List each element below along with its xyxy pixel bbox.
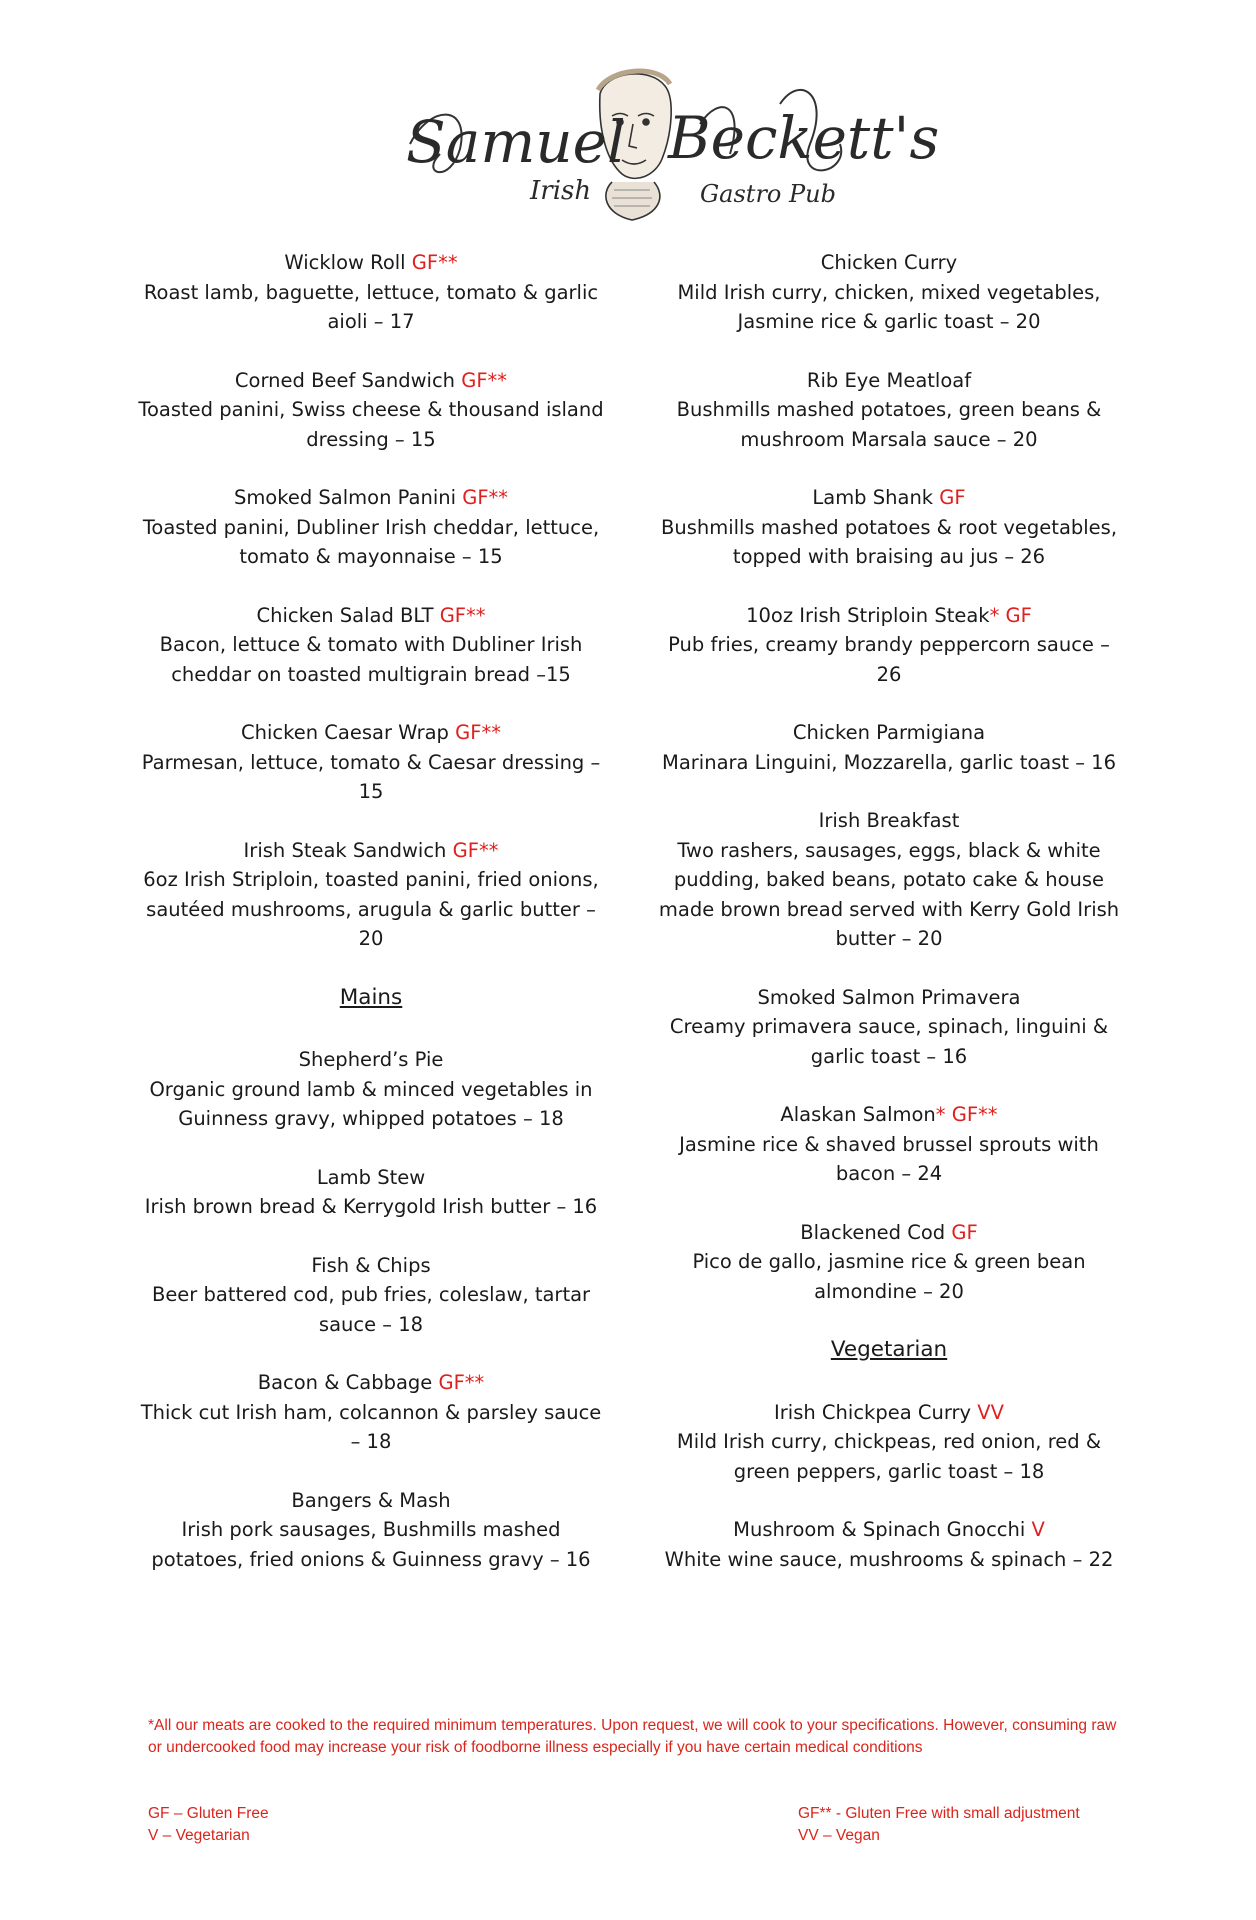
item-name: Alaskan Salmon* GF**: [780, 1103, 998, 1126]
menu-item: [654, 718, 1124, 777]
dietary-tag: GF: [951, 1220, 978, 1244]
item-name: Smoked Salmon Panini GF**: [233, 486, 509, 509]
item-name: Smoked Salmon Primavera: [757, 985, 1021, 1009]
menu-item: [654, 983, 1124, 1072]
vegetarian-list: [654, 1398, 1124, 1575]
legend-entry: GF** - Gluten Free with small adjustment: [798, 1805, 1080, 1822]
item-description: Beer battered cod, pub fries, coleslaw, tartar sauce – 18: [151, 1283, 591, 1336]
menu-item: [654, 601, 1124, 690]
menu-item: [654, 483, 1124, 572]
dietary-tag: GF**: [452, 838, 499, 862]
item-name: Rib Eye Meatloaf: [806, 368, 972, 392]
dietary-tag: VV: [977, 1400, 1004, 1424]
item-name: Shepherd’s Pie: [298, 1048, 444, 1071]
item-name: Chicken Curry: [820, 251, 958, 274]
section-heading-mains: Mains: [339, 984, 403, 1010]
item-name: Lamb Stew: [316, 1165, 426, 1189]
menu-item: [136, 366, 606, 455]
dietary-tag: GF**: [455, 721, 501, 744]
legend-right: [798, 1803, 1080, 1846]
item-description: Toasted panini, Dubliner Irish cheddar, lettuce, tomato & mayonnaise – 15: [142, 515, 600, 568]
menu-item: [654, 1515, 1124, 1574]
item-name: 10oz Irish Striploin Steak* GF: [746, 603, 1032, 627]
item-name: Irish Breakfast: [818, 809, 960, 832]
menu-item: [654, 366, 1124, 455]
dietary-tag: GF**: [439, 603, 486, 627]
menu-left-column: [136, 248, 606, 1603]
item-description: Jasmine rice & shaved brussel sprouts with bacon – 24: [679, 1132, 1099, 1185]
menu-item: [136, 248, 606, 337]
item-name: Irish Steak Sandwich GF**: [243, 838, 499, 862]
logo-name-first: Samuel: [406, 108, 626, 176]
menu-item: [136, 1251, 606, 1340]
menu-item: [654, 1100, 1124, 1189]
logo-name-last: Beckett's: [668, 104, 940, 172]
item-description: 6oz Irish Striploin, toasted panini, fried onions, sautéed mushrooms, arugula & garlic butter – 20: [143, 868, 599, 950]
item-description: Organic ground lamb & minced vegetables in Guinness gravy, whipped potatoes – 18: [149, 1077, 593, 1130]
item-description: Bacon, lettuce & tomato with Dubliner Irish cheddar on toasted multigrain bread –15: [159, 633, 583, 686]
legend-left: [148, 1803, 269, 1846]
menu-right-column: [654, 248, 1124, 1603]
dietary-tag: GF**: [411, 251, 458, 274]
logo-subtitle-right: Gastro Pub: [700, 180, 836, 208]
legend-entry: V – Vegetarian: [148, 1826, 250, 1844]
dietary-tag: GF**: [438, 1371, 485, 1394]
menu-item: [136, 836, 606, 954]
item-description: Creamy primavera sauce, spinach, linguini & garlic toast – 16: [669, 1015, 1109, 1068]
item-description: Marinara Linguini, Mozzarella, garlic toast – 16: [662, 750, 1116, 774]
menu-item: [654, 806, 1124, 954]
item-description: Parmesan, lettuce, tomato & Caesar dressing – 15: [141, 750, 601, 803]
pub-logo: [400, 64, 940, 234]
menu-item: [654, 1398, 1124, 1487]
item-description: Bushmills mashed potatoes, green beans & mushroom Marsala sauce – 20: [676, 398, 1102, 451]
mains-list: [136, 1045, 606, 1574]
food-safety-disclaimer: *All our meats are cooked to the required minimum temperatures. Upon request, we will cook to your specifications. However, consuming raw or undercooked food may increase your risk of foodborne illness especially if you have certain medical conditions: [148, 1717, 1117, 1756]
section-heading-vegetarian: Vegetarian: [830, 1337, 948, 1362]
item-name: Mushroom & Spinach Gnocchi V: [733, 1518, 1045, 1541]
menu-item: [136, 718, 606, 807]
item-description: Irish brown bread & Kerrygold Irish butter – 16: [144, 1195, 598, 1218]
sandwich-list: [136, 248, 606, 954]
legend-entry: VV – Vegan: [798, 1826, 880, 1844]
item-name: Chicken Salad BLT GF**: [256, 603, 486, 627]
item-name: Bangers & Mash: [291, 1488, 451, 1512]
item-name: Fish & Chips: [311, 1253, 431, 1277]
menu-item: [136, 1045, 606, 1134]
dietary-tag: V: [1031, 1518, 1045, 1541]
menu-item: [136, 1163, 606, 1222]
item-description: Mild Irish curry, chicken, mixed vegetables, Jasmine rice & garlic toast – 20: [677, 280, 1101, 333]
menu-item: [136, 483, 606, 572]
mains-list-right: [654, 248, 1124, 1306]
item-description: Thick cut Irish ham, colcannon & parsley sauce – 18: [140, 1400, 602, 1453]
menu-item: [654, 1218, 1124, 1307]
item-name: Chicken Parmigiana: [792, 721, 986, 744]
item-name: Chicken Caesar Wrap GF**: [241, 721, 501, 744]
item-name: Bacon & Cabbage GF**: [257, 1371, 485, 1394]
dietary-tag: GF**: [461, 368, 508, 392]
menu-item: [136, 1368, 606, 1457]
logo-subtitle-left: Irish: [530, 176, 592, 206]
item-description: Two rashers, sausages, eggs, black & white pudding, baked beans, potato cake & house made brown bread served with Kerry Gold Irish butter – 20: [658, 838, 1120, 950]
item-name: Lamb Shank GF: [812, 486, 966, 509]
menu-item: [136, 601, 606, 690]
menu-item: [136, 1486, 606, 1575]
dietary-tag: GF: [939, 486, 966, 509]
item-name: Irish Chickpea Curry VV: [774, 1400, 1004, 1424]
item-description: Pub fries, creamy brandy peppercorn sauce – 26: [668, 633, 1110, 686]
item-description: White wine sauce, mushrooms & spinach – 22: [664, 1547, 1114, 1571]
item-description: Irish pork sausages, Bushmills mashed potatoes, fried onions & Guinness gravy – 16: [151, 1518, 591, 1571]
item-description: Roast lamb, baguette, lettuce, tomato & garlic aioli – 17: [143, 280, 599, 333]
menu-item: [654, 248, 1124, 337]
item-description: Mild Irish curry, chickpeas, red onion, red & green peppers, garlic toast – 18: [676, 1430, 1102, 1483]
item-description: Bushmills mashed potatoes & root vegetables, topped with braising au jus – 26: [660, 515, 1118, 568]
item-name: Wicklow Roll GF**: [284, 251, 458, 274]
item-description: Toasted panini, Swiss cheese & thousand island dressing – 15: [138, 398, 604, 451]
legend-entry: GF – Gluten Free: [148, 1805, 269, 1822]
dietary-tag: GF**: [462, 486, 509, 509]
item-name: Blackened Cod GF: [800, 1220, 978, 1244]
item-name: Corned Beef Sandwich GF**: [234, 368, 508, 392]
dietary-tag: * GF**: [935, 1103, 998, 1126]
dietary-tag: * GF: [989, 603, 1032, 627]
item-description: Pico de gallo, jasmine rice & green bean almondine – 20: [692, 1250, 1086, 1303]
